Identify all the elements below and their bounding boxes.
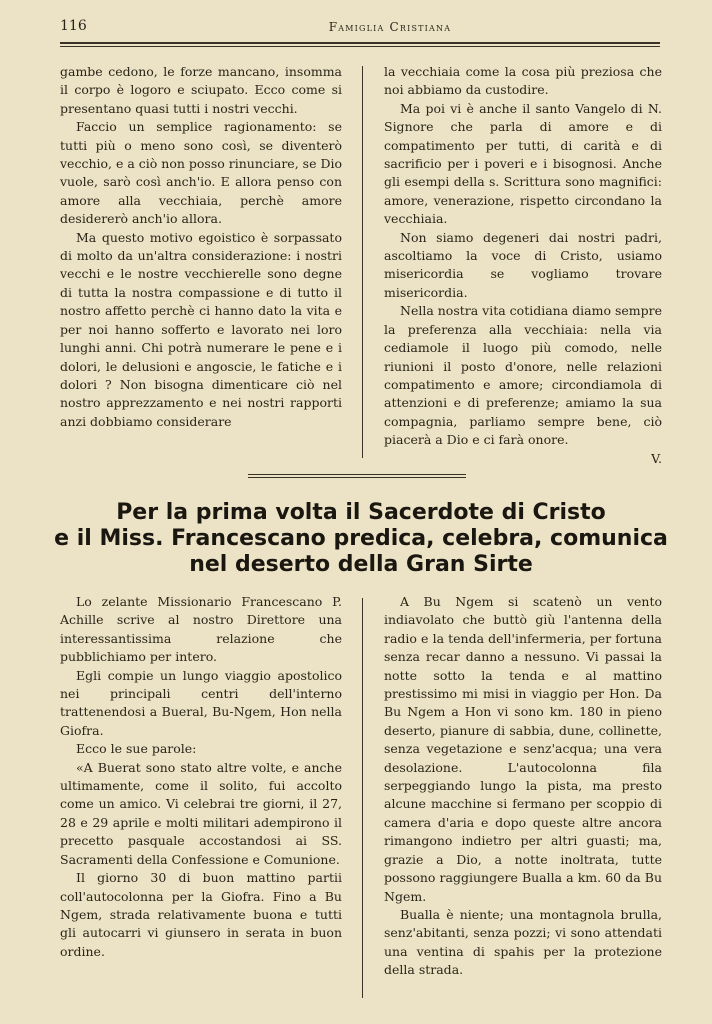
paragraph: A Bu Ngem si scatenò un vento indiavolato che buttò giù l'antenna della radio e la tenda dell'infermeria, per fortuna senza recar danno a nessuno. Vi passai la notte sotto la tenda e al mattino prestissimo mi misi in viaggio per Hon. Da Bu Ngem a Hon vi sono km. 180 in pieno deserto, pianure di sabbia, dune, collinette, senza vegetazione e senz'acqua; una vera desolazione. L'autocolonna fila serpeggiando lungo la pista, ma presto alcune macchine si fermano per scoppio di camera d'aria e dopo queste altre ancora rimangono indietro per altri guasti; ma, grazie a Dio, a notte inoltrata, tutte possono raggiungere Bualla a km. 60 da Bu Ngem. [384,594,662,904]
paragraph: Il giorno 30 di buon mattino partii coll'autocolonna per la Giofra. Fino a Bu Ngem, strada relativamente buona e tutti gli autocarri vi giunsero in serata in buon ordine. [60,870,342,959]
paragraph: Nella nostra vita cotidiana diamo sempre la preferenza alla vecchiaia: nella via cediamole il luogo più comodo, nelle riunioni il posto d'onore, nelle relazioni compatimento e amore; circondiamola di attenzioni e di preferenze; amiamo la sua compagnia, parliamo sempre bene, ciò piacerà a Dio e ci farà onore. [384,303,662,448]
bottom-right-column [384,593,662,980]
paragraph: Bualla è niente; una montagnola brulla, senz'abitanti, senza pozzi; vi sono attendati una ventina di spahis per la protezione della strada. [384,906,662,978]
header-rule [60,42,660,44]
article-title [50,500,672,578]
column-divider [362,66,363,458]
paragraph: «A Buerat sono stato altre volte, e anche ultimamente, come il solito, fui accolto come un amico. Vi celebrai tre giorni, il 27, 28 e 29 aprile e molti militari adempirono il precetto pasquale accostandosi ai SS. Sacramenti della Confessione e Comunione. [60,759,342,867]
page-number: 116 [60,18,87,34]
column-divider [362,598,363,998]
author-signature: V. [651,450,662,466]
paragraph: Egli compie un lungo viaggio apostolico nei principali centri dell'interno trattenendosi a Bueral, Bu-Ngem, Hon nella Giofra. [60,667,342,738]
paragraph: Non siamo degeneri dai nostri padri, ascoltiamo la voce di Cristo, usiamo misericordia se vogliamo trovare misericordia. [384,229,662,300]
page-header [60,18,660,40]
paragraph: Lo zelante Missionario Francescano P. Achille scrive al nostro Direttore una interessantissima relazione che pubblichiamo per intero. [60,594,342,665]
bottom-left-column [60,593,342,961]
paragraph: Ecco le sue parole: [76,741,197,757]
top-right-column [384,63,662,468]
title-line: e il Miss. Francescano predica, celebra, comunica [54,526,668,551]
section-separator-rule [248,474,466,475]
title-line: nel deserto della Gran Sirte [189,552,533,577]
paragraph: la vecchiaia come la cosa più preziosa che noi abbiamo da custodire. [384,64,662,98]
title-line: Per la prima volta il Sacerdote di Cristo [116,500,606,525]
top-left-column [60,63,342,431]
paragraph: Faccio un semplice ragionamento: se tutti più o meno sono così, se diventerò vecchio, e a ciò non posso rinunciare, se Dio vuole, sarò così anch'io. E allora penso con amore alla vecchiaia, perchè amore desidererò anch'io allora. [60,119,342,227]
paragraph: gambe cedono, le forze mancano, insomma il corpo è logoro e sciupato. Ecco come si presentano quasi tutti i nostri vecchi. [60,64,342,116]
running-head: Famiglia Cristiana [328,20,452,34]
paragraph: Ma poi vi è anche il santo Vangelo di N. Signore che parla di amore e di compatimento per tutti, di carità e di sacrificio per i poveri e i bisognosi. Anche gli esempi della s. Scrittura sono magnifici: amore, venerazione, rispetto circondano la vecchiaia. [384,100,662,227]
paragraph: Ma questo motivo egoistico è sorpassato di molto da un'altra considerazione: i nostri vecchi e le nostre vecchierelle sono degne di tutta la nostra compassione e di tutto il nostro affetto perchè ci hanno dato la vita e per noi hanno sofferto e lavorato nei loro lunghi anni. Chi potrà numerare le pene e i dolori, le delusioni e angoscie, le fatiche e i dolori ? Non bisogna dimenticare ciò nel nostro apprezzamento e nei nostri rapporti anzi dobbiamo considerare [60,229,342,429]
